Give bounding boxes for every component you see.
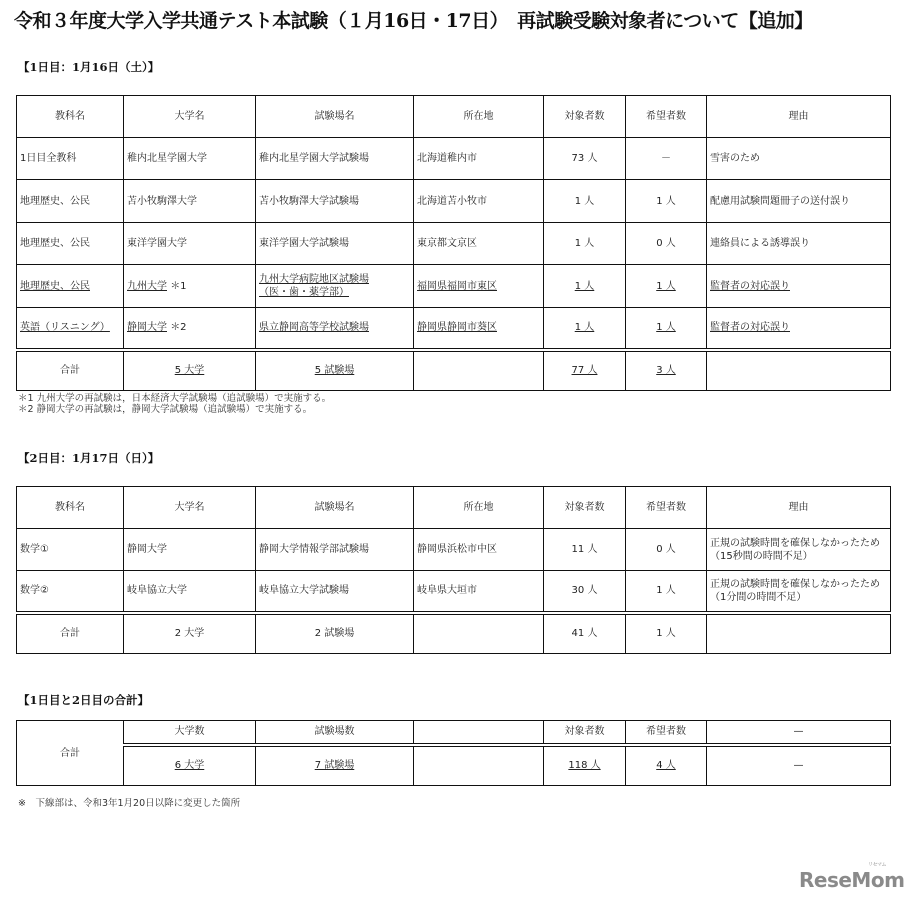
- value-venue-count: [256, 745, 414, 786]
- total-target: [544, 350, 626, 391]
- day2-table: [16, 486, 891, 654]
- day2-section-label: 【2日目：1月17日（日）】: [18, 451, 160, 465]
- cell-subject: 地理歴史、公民: [17, 180, 124, 223]
- cell-target: 1 人: [544, 223, 626, 265]
- total-venues-text: 5 試験場: [314, 365, 355, 377]
- total-universities: [124, 350, 256, 391]
- university-text: 九州大学: [127, 280, 167, 292]
- cell-target: [544, 265, 626, 308]
- table-row: [17, 308, 891, 350]
- header-target: 対象者数: [544, 721, 626, 745]
- day1-section-label: 【1日目：1月16日（土）】: [18, 60, 160, 74]
- university-count-text: 6 大学: [174, 760, 205, 772]
- cell-university: 静岡大学: [124, 529, 256, 571]
- subject-text: 英語（リスニング）: [20, 322, 110, 334]
- day1-table: [16, 95, 891, 391]
- cell-reason: [707, 265, 891, 308]
- total-target-text: 77 人: [571, 365, 598, 377]
- cell-applicants: [626, 265, 707, 308]
- cell-venue: [256, 265, 414, 308]
- applicants-text: 1 人: [656, 280, 676, 292]
- applicants-text: 1 人: [656, 322, 676, 334]
- value-dash: —: [707, 745, 891, 786]
- total-reason-empty: [707, 613, 891, 654]
- cell-university: 岐阜協立大学: [124, 571, 256, 613]
- value-empty: [414, 745, 544, 786]
- total-label: 合計: [17, 613, 124, 654]
- cell-venue: 稚内北星学園大学試験場: [256, 138, 414, 180]
- cell-target: 73 人: [544, 138, 626, 180]
- header-target: 対象者数: [544, 96, 626, 138]
- value-applicants: [626, 745, 707, 786]
- cell-subject: [17, 308, 124, 350]
- total-venues: [256, 350, 414, 391]
- reason-text: 監督者の対応誤り: [710, 280, 790, 292]
- venue-count-text: 7 試験場: [314, 760, 355, 772]
- cell-university: [124, 265, 256, 308]
- cell-target: [544, 308, 626, 350]
- cell-reason: 連絡員による誘導誤り: [707, 223, 891, 265]
- combined-header-row: [17, 721, 891, 745]
- cell-university: 苫小牧駒澤大学: [124, 180, 256, 223]
- cell-university: 稚内北星学園大学: [124, 138, 256, 180]
- total-location-empty: [414, 350, 544, 391]
- cell-applicants: －: [626, 138, 707, 180]
- target-text: 1 人: [574, 280, 595, 292]
- value-university-count: [124, 745, 256, 786]
- cell-applicants: 0 人: [626, 223, 707, 265]
- header-subject: 教科名: [17, 487, 124, 529]
- cell-reason: [707, 308, 891, 350]
- target-text: 118 人: [568, 760, 601, 772]
- cell-reason: 雪害のため: [707, 138, 891, 180]
- applicants-text: 4 人: [656, 760, 676, 772]
- venue-subtext: （医・歯・薬学部）: [259, 287, 349, 298]
- cell-venue: [256, 308, 414, 350]
- table-row: [17, 529, 891, 571]
- resemom-logo: [799, 862, 905, 892]
- cell-venue: 東洋学園大学試験場: [256, 223, 414, 265]
- cell-subject: 地理歴史、公民: [17, 223, 124, 265]
- table-row: [17, 138, 891, 180]
- note-2: ＊2 静岡大学の再試験は，静岡大学試験場（追試験場）で実施する。: [18, 404, 313, 415]
- cell-subject: 数学①: [17, 529, 124, 571]
- total-location-empty: [414, 613, 544, 654]
- cell-reason: 配慮用試験問題冊子の送付誤り: [707, 180, 891, 223]
- cell-location: [414, 308, 544, 350]
- logo-text: ReseMom: [799, 868, 905, 892]
- cell-location: 北海道稚内市: [414, 138, 544, 180]
- logo-ruby: リセマム: [868, 862, 886, 868]
- footnote-marker: ＊1: [170, 280, 187, 292]
- total-target: 41 人: [544, 613, 626, 654]
- cell-applicants: 1 人: [626, 571, 707, 613]
- cell-venue: 苫小牧駒澤大学試験場: [256, 180, 414, 223]
- cell-location: 北海道苫小牧市: [414, 180, 544, 223]
- header-target: 対象者数: [544, 487, 626, 529]
- header-reason: 理由: [707, 487, 891, 529]
- table-row: [17, 223, 891, 265]
- header-venue-count: 試験場数: [256, 721, 414, 745]
- value-target: [544, 745, 626, 786]
- note-1: ＊1 九州大学の再試験は，日本経済大学試験場（追試験場）で実施する。: [18, 393, 332, 404]
- cell-applicants: 0 人: [626, 529, 707, 571]
- cell-target: 30 人: [544, 571, 626, 613]
- cell-location: 岐阜県大垣市: [414, 571, 544, 613]
- table-header-row: [17, 96, 891, 138]
- cell-subject: 1日目全教科: [17, 138, 124, 180]
- total-applicants: 1 人: [626, 613, 707, 654]
- combined-row-label: 合計: [17, 721, 124, 786]
- total-label: 合計: [17, 350, 124, 391]
- venue-text: 県立静岡高等学校試験場: [259, 322, 369, 334]
- location-text: 静岡県静岡市葵区: [417, 322, 497, 334]
- table-row: [17, 180, 891, 223]
- total-reason-empty: [707, 350, 891, 391]
- total-row: [17, 350, 891, 391]
- day1-notes: [18, 393, 331, 415]
- venue-text: 九州大学病院地区試験場: [259, 274, 369, 285]
- cell-location: [414, 265, 544, 308]
- header-university: 大学名: [124, 96, 256, 138]
- header-location: 所在地: [414, 96, 544, 138]
- header-venue: 試験場名: [256, 487, 414, 529]
- header-subject: 教科名: [17, 96, 124, 138]
- cell-applicants: 1 人: [626, 180, 707, 223]
- underline-footnote: ※ 下線部は、令和3年1月20日以降に変更した箇所: [18, 798, 241, 809]
- cell-venue: 岐阜協立大学試験場: [256, 571, 414, 613]
- header-university-count: 大学数: [124, 721, 256, 745]
- cell-applicants: [626, 308, 707, 350]
- university-text: 静岡大学: [127, 322, 167, 334]
- total-applicants-text: 3 人: [656, 365, 676, 377]
- header-applicants: 希望者数: [626, 96, 707, 138]
- combined-section-label: 【1日目と2日目の合計】: [18, 693, 150, 707]
- subject-text: 地理歴史、公民: [20, 280, 90, 292]
- target-text: 1 人: [574, 322, 595, 334]
- header-venue: 試験場名: [256, 96, 414, 138]
- header-location: 所在地: [414, 487, 544, 529]
- cell-reason: 正規の試験時間を確保しなかったため（1分間の時間不足）: [707, 571, 891, 613]
- cell-university: [124, 308, 256, 350]
- cell-location: 東京都文京区: [414, 223, 544, 265]
- cell-reason: 正規の試験時間を確保しなかったため（15秒間の時間不足）: [707, 529, 891, 571]
- reason-text: 監督者の対応誤り: [710, 322, 790, 334]
- page-title: 令和３年度大学入学共通テスト本試験（１月16日・17日） 再試験受験対象者について【追加】: [14, 10, 813, 32]
- cell-venue: 静岡大学情報学部試験場: [256, 529, 414, 571]
- cell-target: 11 人: [544, 529, 626, 571]
- table-row: [17, 265, 891, 308]
- cell-subject: [17, 265, 124, 308]
- total-universities-text: 5 大学: [174, 365, 205, 377]
- header-applicants: 希望者数: [626, 487, 707, 529]
- header-university: 大学名: [124, 487, 256, 529]
- footnote-marker: ＊2: [170, 322, 187, 334]
- location-text: 福岡県福岡市東区: [417, 280, 497, 292]
- table-row: [17, 571, 891, 613]
- total-applicants: [626, 350, 707, 391]
- cell-target: 1 人: [544, 180, 626, 223]
- cell-subject: 数学②: [17, 571, 124, 613]
- total-venues: 2 試験場: [256, 613, 414, 654]
- cell-location: 静岡県浜松市中区: [414, 529, 544, 571]
- header-empty: [414, 721, 544, 745]
- table-header-row: [17, 487, 891, 529]
- combined-values-row: [17, 745, 891, 786]
- header-dash: —: [707, 721, 891, 745]
- header-applicants: 希望者数: [626, 721, 707, 745]
- total-row: [17, 613, 891, 654]
- combined-table: [16, 720, 891, 786]
- total-universities: 2 大学: [124, 613, 256, 654]
- header-reason: 理由: [707, 96, 891, 138]
- cell-university: 東洋学園大学: [124, 223, 256, 265]
